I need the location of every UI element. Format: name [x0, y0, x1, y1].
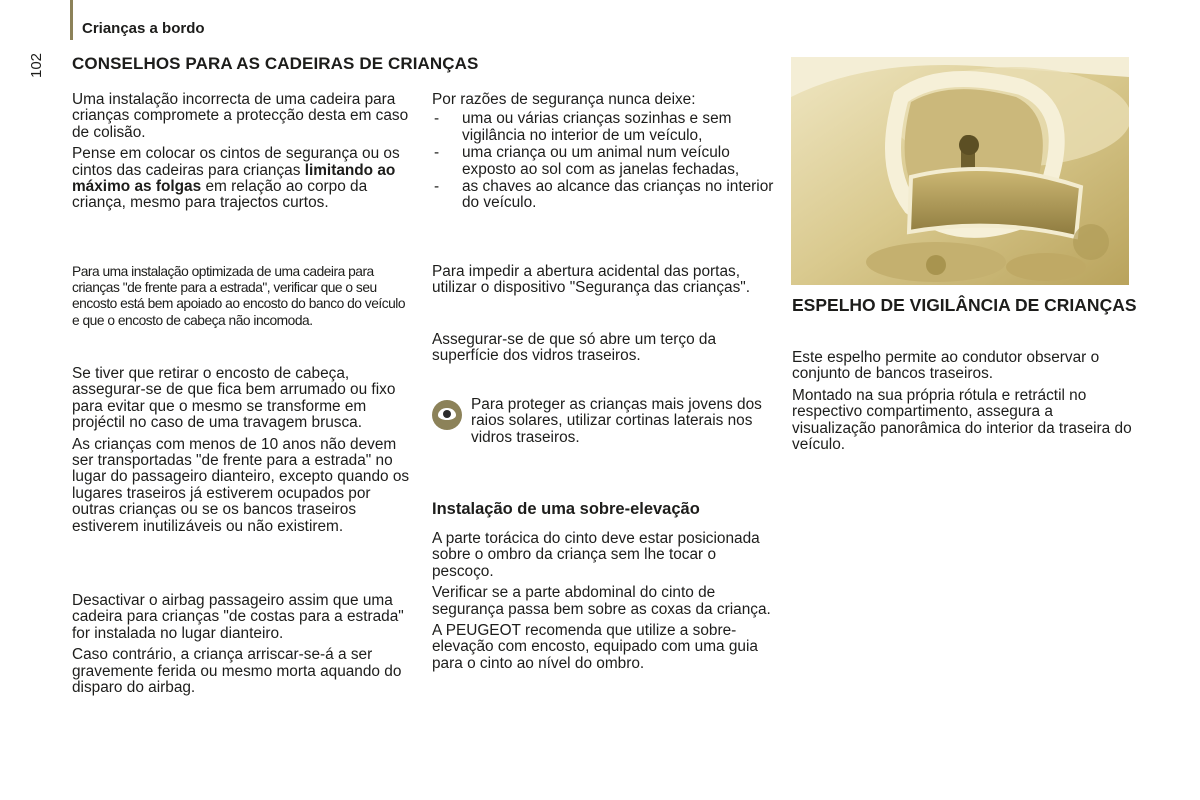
safety-list: [432, 111, 777, 211]
page-number: 102: [28, 52, 45, 78]
subheading-booster: Instalação de uma sobre-elevação: [432, 500, 700, 518]
note-text: Para proteger as crianças mais jovens dos raios solares, utilizar cortinas laterais nos vidros traseiros.: [471, 396, 762, 446]
section-title-mirror: ESPELHO DE VIGILÂNCIA DE CRIANÇAS: [792, 295, 1137, 315]
emphasis-text: limitando ao máximo as folgas: [72, 161, 396, 196]
paragraph-child-lock: Para impedir a abertura acidental das portas, utilizar o dispositivo "Segurança das crianças".: [432, 263, 751, 297]
page-title: CONSELHOS PARA AS CADEIRAS DE CRIANÇAS: [72, 54, 479, 73]
column-left-airbag: [72, 593, 412, 701]
column-right: [792, 350, 1137, 458]
section-accent-bar: [70, 0, 73, 40]
column-left: [72, 92, 412, 217]
paragraph-recommendation: A PEUGEOT recomenda que utilize a sobre-elevação com encosto, equipado com uma guia para o cinto ao nível do ombro.: [432, 622, 758, 672]
column-middle-booster: [432, 531, 777, 677]
paragraph-airbag: Desactivar o airbag passageiro assim que uma cadeira para crianças "de costas para a estrada" for instalada no lugar dianteiro.: [72, 592, 404, 642]
paragraph-abdominal: Verificar se a parte abdominal do cinto de segurança passa bem sobre as coxas da criança.: [432, 584, 771, 618]
paragraph-never-leave: Por razões de segurança nunca deixe:: [432, 91, 696, 108]
paragraph-belts: Pense em colocar os cintos de segurança ou os cintos das cadeiras para crianças limitando ao máximo as folgas em relação ao corpo da criança, mesmo para trajectos curtos.: [72, 145, 400, 212]
eye-icon: [432, 400, 462, 430]
mirror-photo: [791, 57, 1129, 285]
section-header: Crianças a bordo: [82, 20, 205, 37]
paragraph-airbag-warning: Caso contrário, a criança arriscar-se-á a ser gravemente ferida ou mesmo morta aquando do disparo do airbag.: [72, 646, 402, 697]
mirror-illustration: [791, 57, 1129, 285]
column-left-lower: [72, 366, 412, 540]
paragraph-windows: Assegurar-se de que só abre um terço da superfície dos vidros traseiros.: [432, 331, 717, 365]
list-item: - as chaves ao alcance das crianças no interior do veículo.: [432, 179, 777, 212]
list-item: - uma ou várias crianças sozinhas e sem vigilância no interior de um veículo,: [432, 111, 777, 144]
paragraph-installation: Uma instalação incorrecta de uma cadeira para crianças compromete a protecção desta em caso de colisão.: [72, 91, 409, 141]
column-middle: [432, 92, 777, 213]
paragraph-thoracic: A parte torácica do cinto deve estar posicionada sobre o ombro da criança sem lhe tocar o pescoço.: [432, 530, 760, 580]
paragraph-optimized-installation: Para uma instalação optimizada de uma cadeira para crianças "de frente para a estrada", verificar que o seu encosto está bem apoiado ao encosto do banco do veículo e que o encosto de cabeça não incomoda.: [72, 264, 406, 328]
paragraph-headrest: Se tiver que retirar o encosto de cabeça, assegurar-se de que fica bem arrumado ou fixo para evitar que o mesmo se transforme em projéctil no caso de uma travagem brusca.: [72, 365, 396, 432]
paragraph-mirror-mount: Montado na sua própria rótula e retráctil no respectivo compartimento, assegura a visualização panorâmica do interior da traseira do veículo.: [792, 386, 1132, 454]
paragraph-mirror-purpose: Este espelho permite ao condutor observar o conjunto de bancos traseiros.: [792, 349, 1100, 383]
list-item: - uma criança ou um animal num veículo exposto ao sol com as janelas fechadas,: [432, 145, 777, 178]
paragraph-under-10: As crianças com menos de 10 anos não devem ser transportadas "de frente para a estrada" no lugar do passageiro dianteiro, excepto quando os lugares traseiros já estiverem ocupados por outras crianças ou se os bancos traseiros estiverem inutilizáveis ou não existirem.: [72, 435, 410, 535]
info-note: [432, 397, 777, 446]
